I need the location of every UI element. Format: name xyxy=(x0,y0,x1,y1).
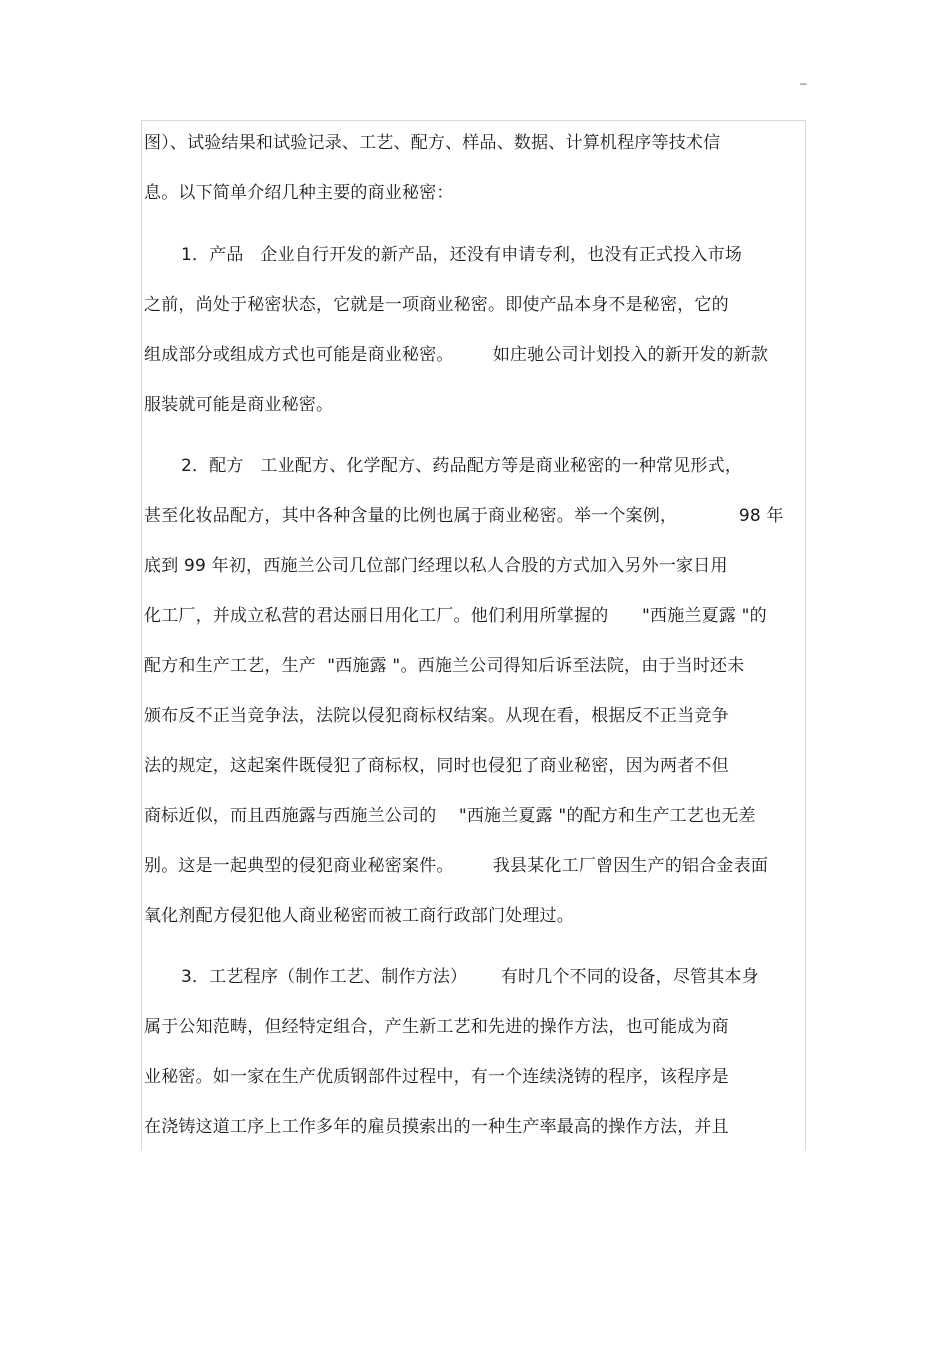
text-line: 配方和生产工艺，生产 "西施露 "。西施兰公司得知后诉至法院，由于当时还未 xyxy=(144,656,745,676)
text-line: 2．配方 工业配方、化学配方、药品配方等是商业秘密的一种常见形式， xyxy=(181,456,743,476)
text-line: 氧化剂配方侵犯他人商业秘密而被工商行政部门处理过。 xyxy=(144,906,574,926)
text-line: 组成部分或组成方式也可能是商业秘密。 如庄驰公司计划投入的新开发的新款 xyxy=(144,345,769,365)
text-line: 在浇铸这道工序上工作多年的雇员摸索出的一种生产率最高的操作方法，并且 xyxy=(144,1117,729,1137)
text-line: 1．产品 企业自行开发的新产品，还没有申请专利，也没有正式投入市场 xyxy=(181,245,743,265)
text-line: 别。这是一起典型的侵犯商业秘密案件。 我县某化工厂曾因生产的铝合金表面 xyxy=(144,856,769,876)
text-line: 法的规定，这起案件既侵犯了商标权，同时也侵犯了商业秘密，因为两者不但 xyxy=(144,756,729,776)
page-corner-mark: – xyxy=(800,76,807,90)
text-line: 业秘密。如一家在生产优质钢部件过程中，有一个连续浇铸的程序，该程序是 xyxy=(144,1067,729,1087)
text-line: 3．工艺程序（制作工艺、制作方法） 有时几个不同的设备，尽管其本身 xyxy=(181,967,759,987)
text-line: 化工厂，并成立私营的君达丽日用化工厂。他们利用所掌握的 "西施兰夏露 "的 xyxy=(144,606,767,626)
text-line: 颁布反不正当竞争法，法院以侵犯商标权结案。从现在看，根据反不正当竞争 xyxy=(144,706,729,726)
text-line: 甚至化妆品配方，其中各种含量的比例也属于商业秘密。举一个案例， 98 年 xyxy=(144,506,784,526)
text-line: 之前，尚处于秘密状态，它就是一项商业秘密。即使产品本身不是秘密，它的 xyxy=(144,295,729,315)
text-line: 图）、试验结果和试验记录、工艺、配方、样品、数据、计算机程序等技术信 xyxy=(144,133,721,153)
page-frame xyxy=(141,120,806,1150)
text-line: 属于公知范畴，但经特定组合，产生新工艺和先进的操作方法，也可能成为商 xyxy=(144,1017,729,1037)
text-line: 息。以下简单介绍几种主要的商业秘密： xyxy=(144,183,454,203)
text-line: 商标近似，而且西施露与西施兰公司的 "西施兰夏露 "的配方和生产工艺也无差 xyxy=(144,806,756,826)
text-line: 服装就可能是商业秘密。 xyxy=(144,395,334,415)
text-line: 底到 99 年初，西施兰公司几位部门经理以私人合股的方式加入另外一家日用 xyxy=(144,556,728,576)
